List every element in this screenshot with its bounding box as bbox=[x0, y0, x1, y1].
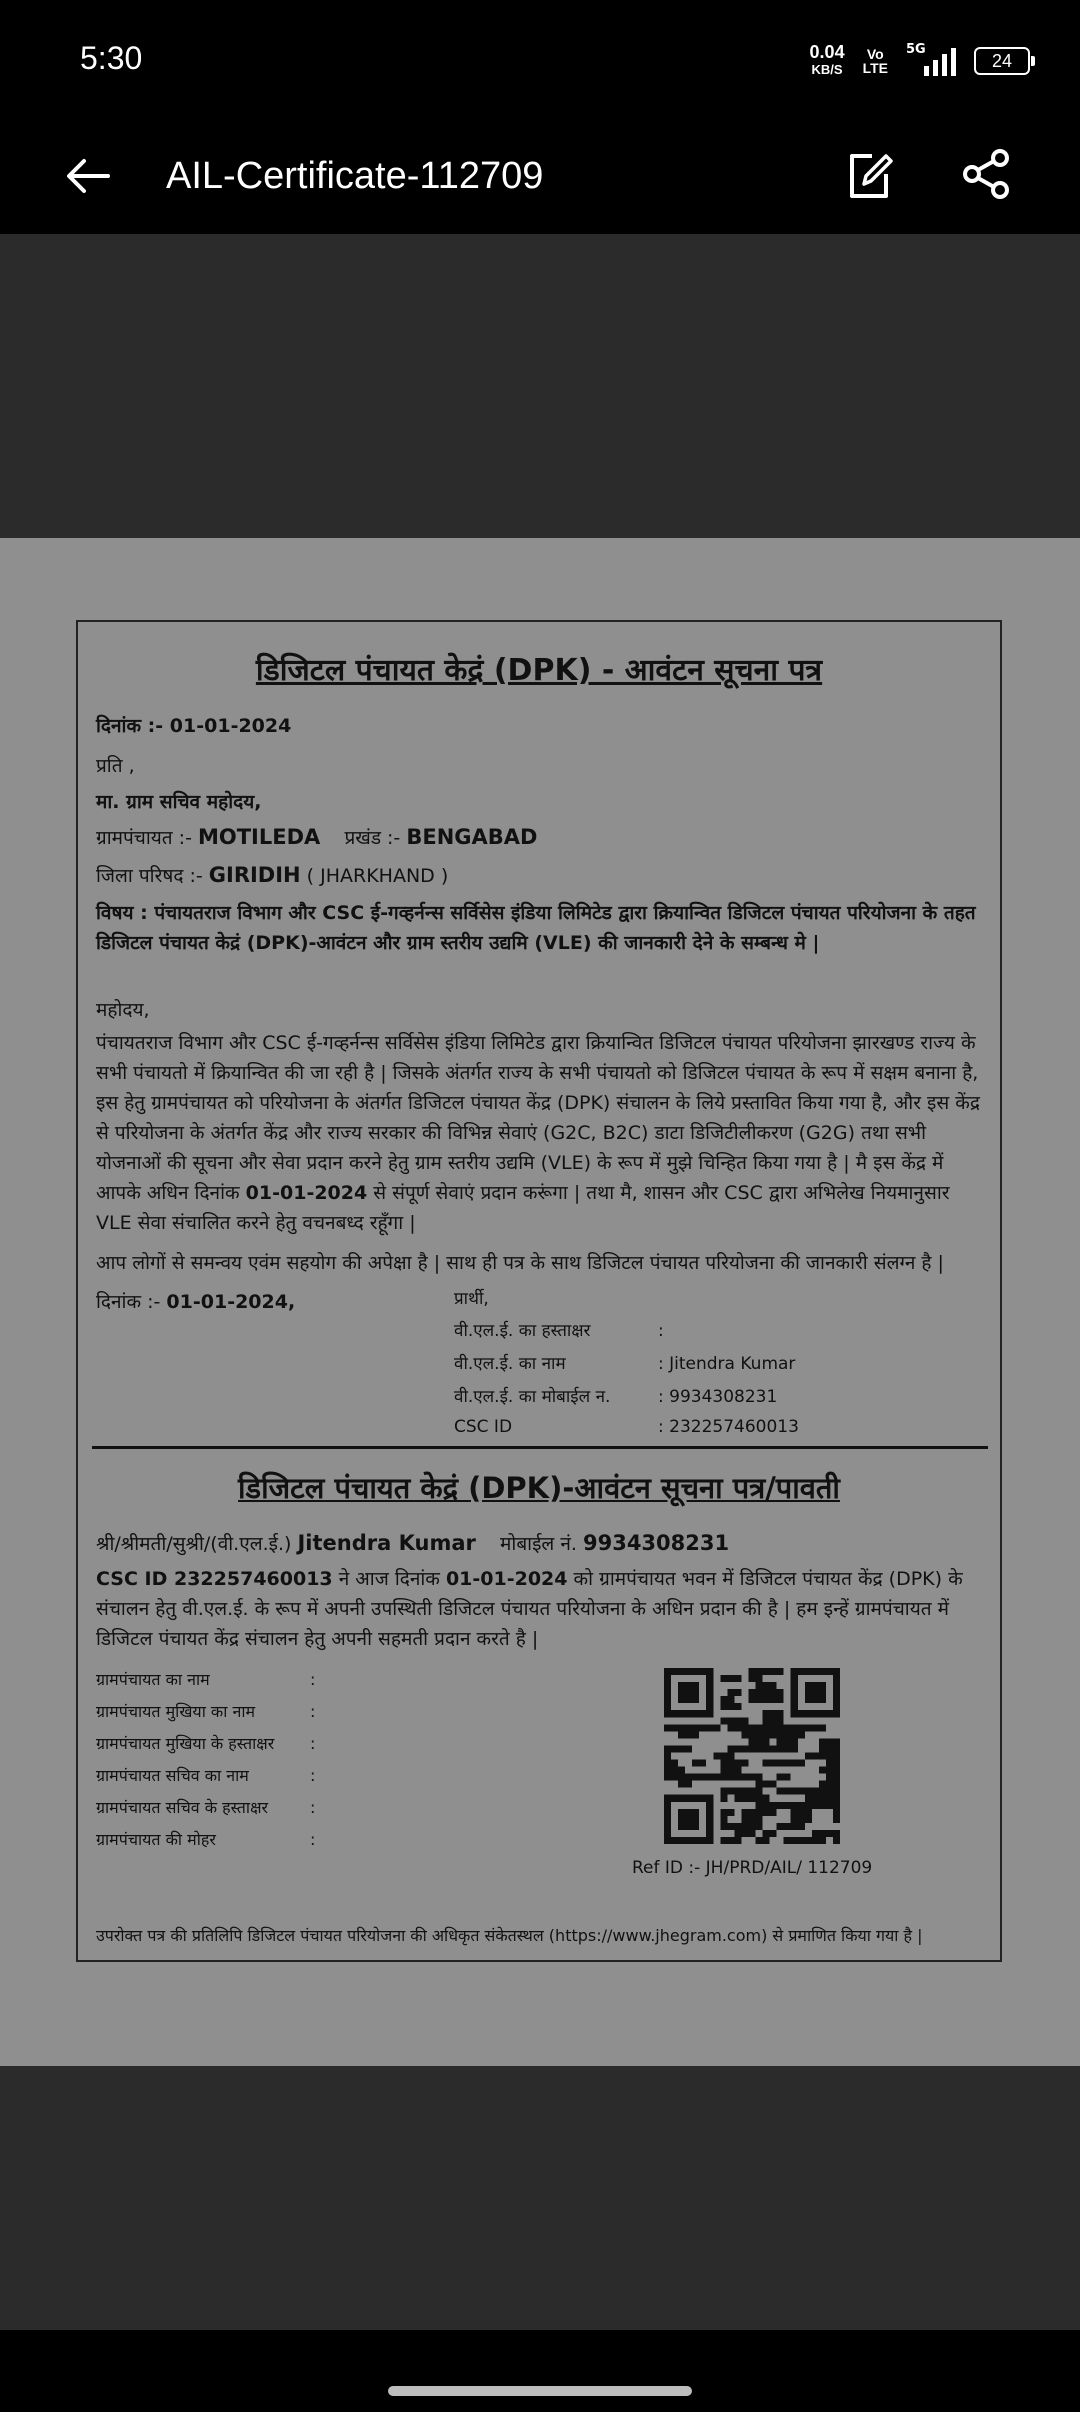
prarthi: प्रार्थी, bbox=[454, 1289, 489, 1309]
volte-bottom: LTE bbox=[862, 60, 888, 76]
ack-text-b: को ग्रामपंचायत भवन में डिजिटल पंचायत केंद्र (DPK) के संचालन हेतु वी.एल.ई. के रूप में अपनी उपस्थिती डिजिटल पंचायत परियोजना के अधिन प्रदान की है | हम इन्हें ग्रामपंचायत में डिजिटल पंचायत केंद्र संचालन हेतु अपनी सहमती प्रदान करते है | bbox=[96, 1568, 963, 1650]
volte-icon bbox=[863, 47, 888, 75]
vle-row-cscid: CSC ID : 232257460013 bbox=[454, 1417, 799, 1437]
body-paragraph bbox=[96, 1028, 986, 1238]
vle-row-name: वी.एल.ई. का नाम : Jitendra Kumar bbox=[454, 1354, 796, 1374]
battery-icon: 24 bbox=[974, 47, 1030, 75]
certificate-title: डिजिटल पंचायत केद्रं (DPK) - आवंटन सूचना पत्र bbox=[255, 653, 823, 688]
recipient-mobile-label: मोबाईल नं. bbox=[500, 1533, 577, 1555]
gp-value: MOTILEDA bbox=[197, 825, 321, 849]
navigation-bar bbox=[0, 2330, 1080, 2412]
date2-value: 01-01-2024, bbox=[166, 1291, 296, 1313]
recipient-prefix: श्री/श्रीमती/सुश्री/(वी.एल.ई.) bbox=[96, 1533, 292, 1555]
request-line: आप लोगों से समन्वय एवंम सहयोग की अपेक्षा है | साथ ही पत्र के साथ डिजिटल पंचायत परियोजना की जानकारी संलग्न है | bbox=[96, 1252, 944, 1274]
certificate bbox=[76, 620, 1002, 1962]
footer-note: उपरोक्त पत्र की प्रतिलिपि डिजिटल पंचायत परियोजना की अधिकृत संकेतस्थल (https://www.jhegram.com) से प्रमाणित किया गया है | bbox=[96, 1926, 923, 1945]
document-title: AIL-Certificate-112709 bbox=[166, 155, 544, 197]
state-value: ( JHARKHAND ) bbox=[306, 865, 449, 887]
date2-label: दिनांक :- bbox=[96, 1291, 161, 1313]
salutation: मा. ग्राम सचिव महोदय, bbox=[96, 791, 262, 813]
edit-icon[interactable] bbox=[846, 146, 894, 202]
district-label: जिला परिषद :- bbox=[96, 865, 203, 887]
gp-field: ग्रामपंचायत सचिव के हस्ताक्षर : bbox=[96, 1798, 316, 1817]
network-speed-unit: KB/S bbox=[811, 62, 843, 77]
qr-code-icon bbox=[664, 1668, 840, 1844]
prati: प्रति , bbox=[96, 755, 135, 777]
block-value: BENGABAD bbox=[406, 825, 538, 849]
status-time: 5:30 bbox=[80, 40, 143, 76]
body-text-b: से संपूर्ण सेवाएं प्रदान करूंगा | तथा मै, शासन और CSC द्वारा अभिलेख नियमानुसार VLE सेवा संचालित करने हेतु वचनबध्द रहूँगा | bbox=[96, 1182, 950, 1234]
network-type: 5G bbox=[906, 42, 926, 57]
vle-row-signature: वी.एल.ई. का हस्ताक्षर : bbox=[454, 1321, 664, 1341]
recipient-mobile: 9934308231 bbox=[582, 1531, 730, 1555]
share-icon[interactable] bbox=[958, 146, 1014, 202]
network-speed-value: 0.04 bbox=[809, 42, 845, 62]
arrow-left-icon[interactable] bbox=[60, 148, 116, 204]
network-speed bbox=[810, 44, 845, 78]
date-value: 01-01-2024 bbox=[169, 715, 292, 737]
acknowledgement-paragraph bbox=[96, 1564, 986, 1654]
recipient-line bbox=[96, 1530, 729, 1556]
signal-icon bbox=[906, 42, 956, 76]
status-icons bbox=[810, 44, 1030, 78]
ack-text-a: ने आज दिनांक bbox=[338, 1568, 440, 1590]
date-line bbox=[96, 712, 291, 738]
date2-line bbox=[96, 1288, 295, 1314]
subject: विषय : पंचायतराज विभाग और CSC ई-गव्हर्नन्स सर्विसेस इंडिया लिमिटेड द्वारा क्रियान्वित डिजिटल पंचायत परियोजना के तहत डिजिटल पंचायत केद्रं (DPK)-आवंटन और ग्राम स्तरीय उद्यमि (VLE) की जानकारी देने के सम्बन्ध मे | bbox=[96, 902, 976, 954]
app-bar bbox=[0, 120, 1080, 234]
body-text-a: पंचायतराज विभाग और CSC ई-गव्हर्नन्स सर्विसेस इंडिया लिमिटेड द्वारा क्रियान्वित डिजिटल पंचायत परियोजना झारखण्ड राज्य के सभी पंचायतो में क्रियान्वित की जा रही है | जिसके अंतर्गत राज्य के सभी पंचायतो को डिजिटल पंचायत के रूप में सक्षम बनाना है, इस हेतु ग्रामपंचायत को परियोजना के अंतर्गत डिजिटल पंचायत केंद्र (DPK) संचालन के लिये प्रस्तावित किया गया है, और इस केंद्र से परियोजना के अंतर्गत केंद्र और राज्य सरकार की विभिन्न सेवाएं (G2C, B2C) डाटा डिजिटीलीकरण (G2G) तथा सभी योजनाओं की सूचना और सेवा प्रदान करने हेतु ग्राम स्तरीय उद्यमि (VLE) के रूप में मुझे चिन्हित किया गया है | मै इस केंद्र में आपके अधिन दिनांक bbox=[96, 1032, 980, 1204]
volte-top: Vo bbox=[866, 46, 884, 62]
date-label: दिनांक :- bbox=[96, 715, 164, 737]
district-value: GIRIDIH bbox=[208, 863, 301, 887]
home-gesture-bar[interactable] bbox=[388, 2386, 692, 2396]
gp-field: ग्रामपंचायत की मोहर : bbox=[96, 1830, 316, 1849]
block-label: प्रखंड :- bbox=[344, 827, 401, 849]
gp-field: ग्रामपंचायत मुखिया के हस्ताक्षर : bbox=[96, 1734, 316, 1753]
ack-date: 01-01-2024 bbox=[445, 1568, 568, 1590]
divider bbox=[92, 1446, 988, 1449]
body-date: 01-01-2024 bbox=[245, 1182, 368, 1204]
ack-cscid: CSC ID 232257460013 bbox=[96, 1568, 333, 1590]
gp-field: ग्रामपंचायत सचिव का नाम : bbox=[96, 1766, 316, 1785]
gp-label: ग्रामपंचायत :- bbox=[96, 827, 192, 849]
gp-line bbox=[96, 824, 537, 850]
gp-field: ग्रामपंचायत का नाम : bbox=[96, 1670, 316, 1689]
ref-id: Ref ID :- JH/PRD/AIL/ 112709 bbox=[632, 1858, 873, 1878]
mahoday: महोदय, bbox=[96, 999, 150, 1021]
vle-row-mobile: वी.एल.ई. का मोबाईल न. : 9934308231 bbox=[454, 1387, 778, 1407]
district-line bbox=[96, 862, 448, 888]
recipient-name: Jitendra Kumar bbox=[297, 1531, 476, 1555]
acknowledgement-title: डिजिटल पंचायत केद्रं (DPK)-आवंटन सूचना पत्र/पावती bbox=[238, 1471, 840, 1505]
status-bar bbox=[0, 0, 1080, 120]
gp-field: ग्रामपंचायत मुखिया का नाम : bbox=[96, 1702, 316, 1721]
